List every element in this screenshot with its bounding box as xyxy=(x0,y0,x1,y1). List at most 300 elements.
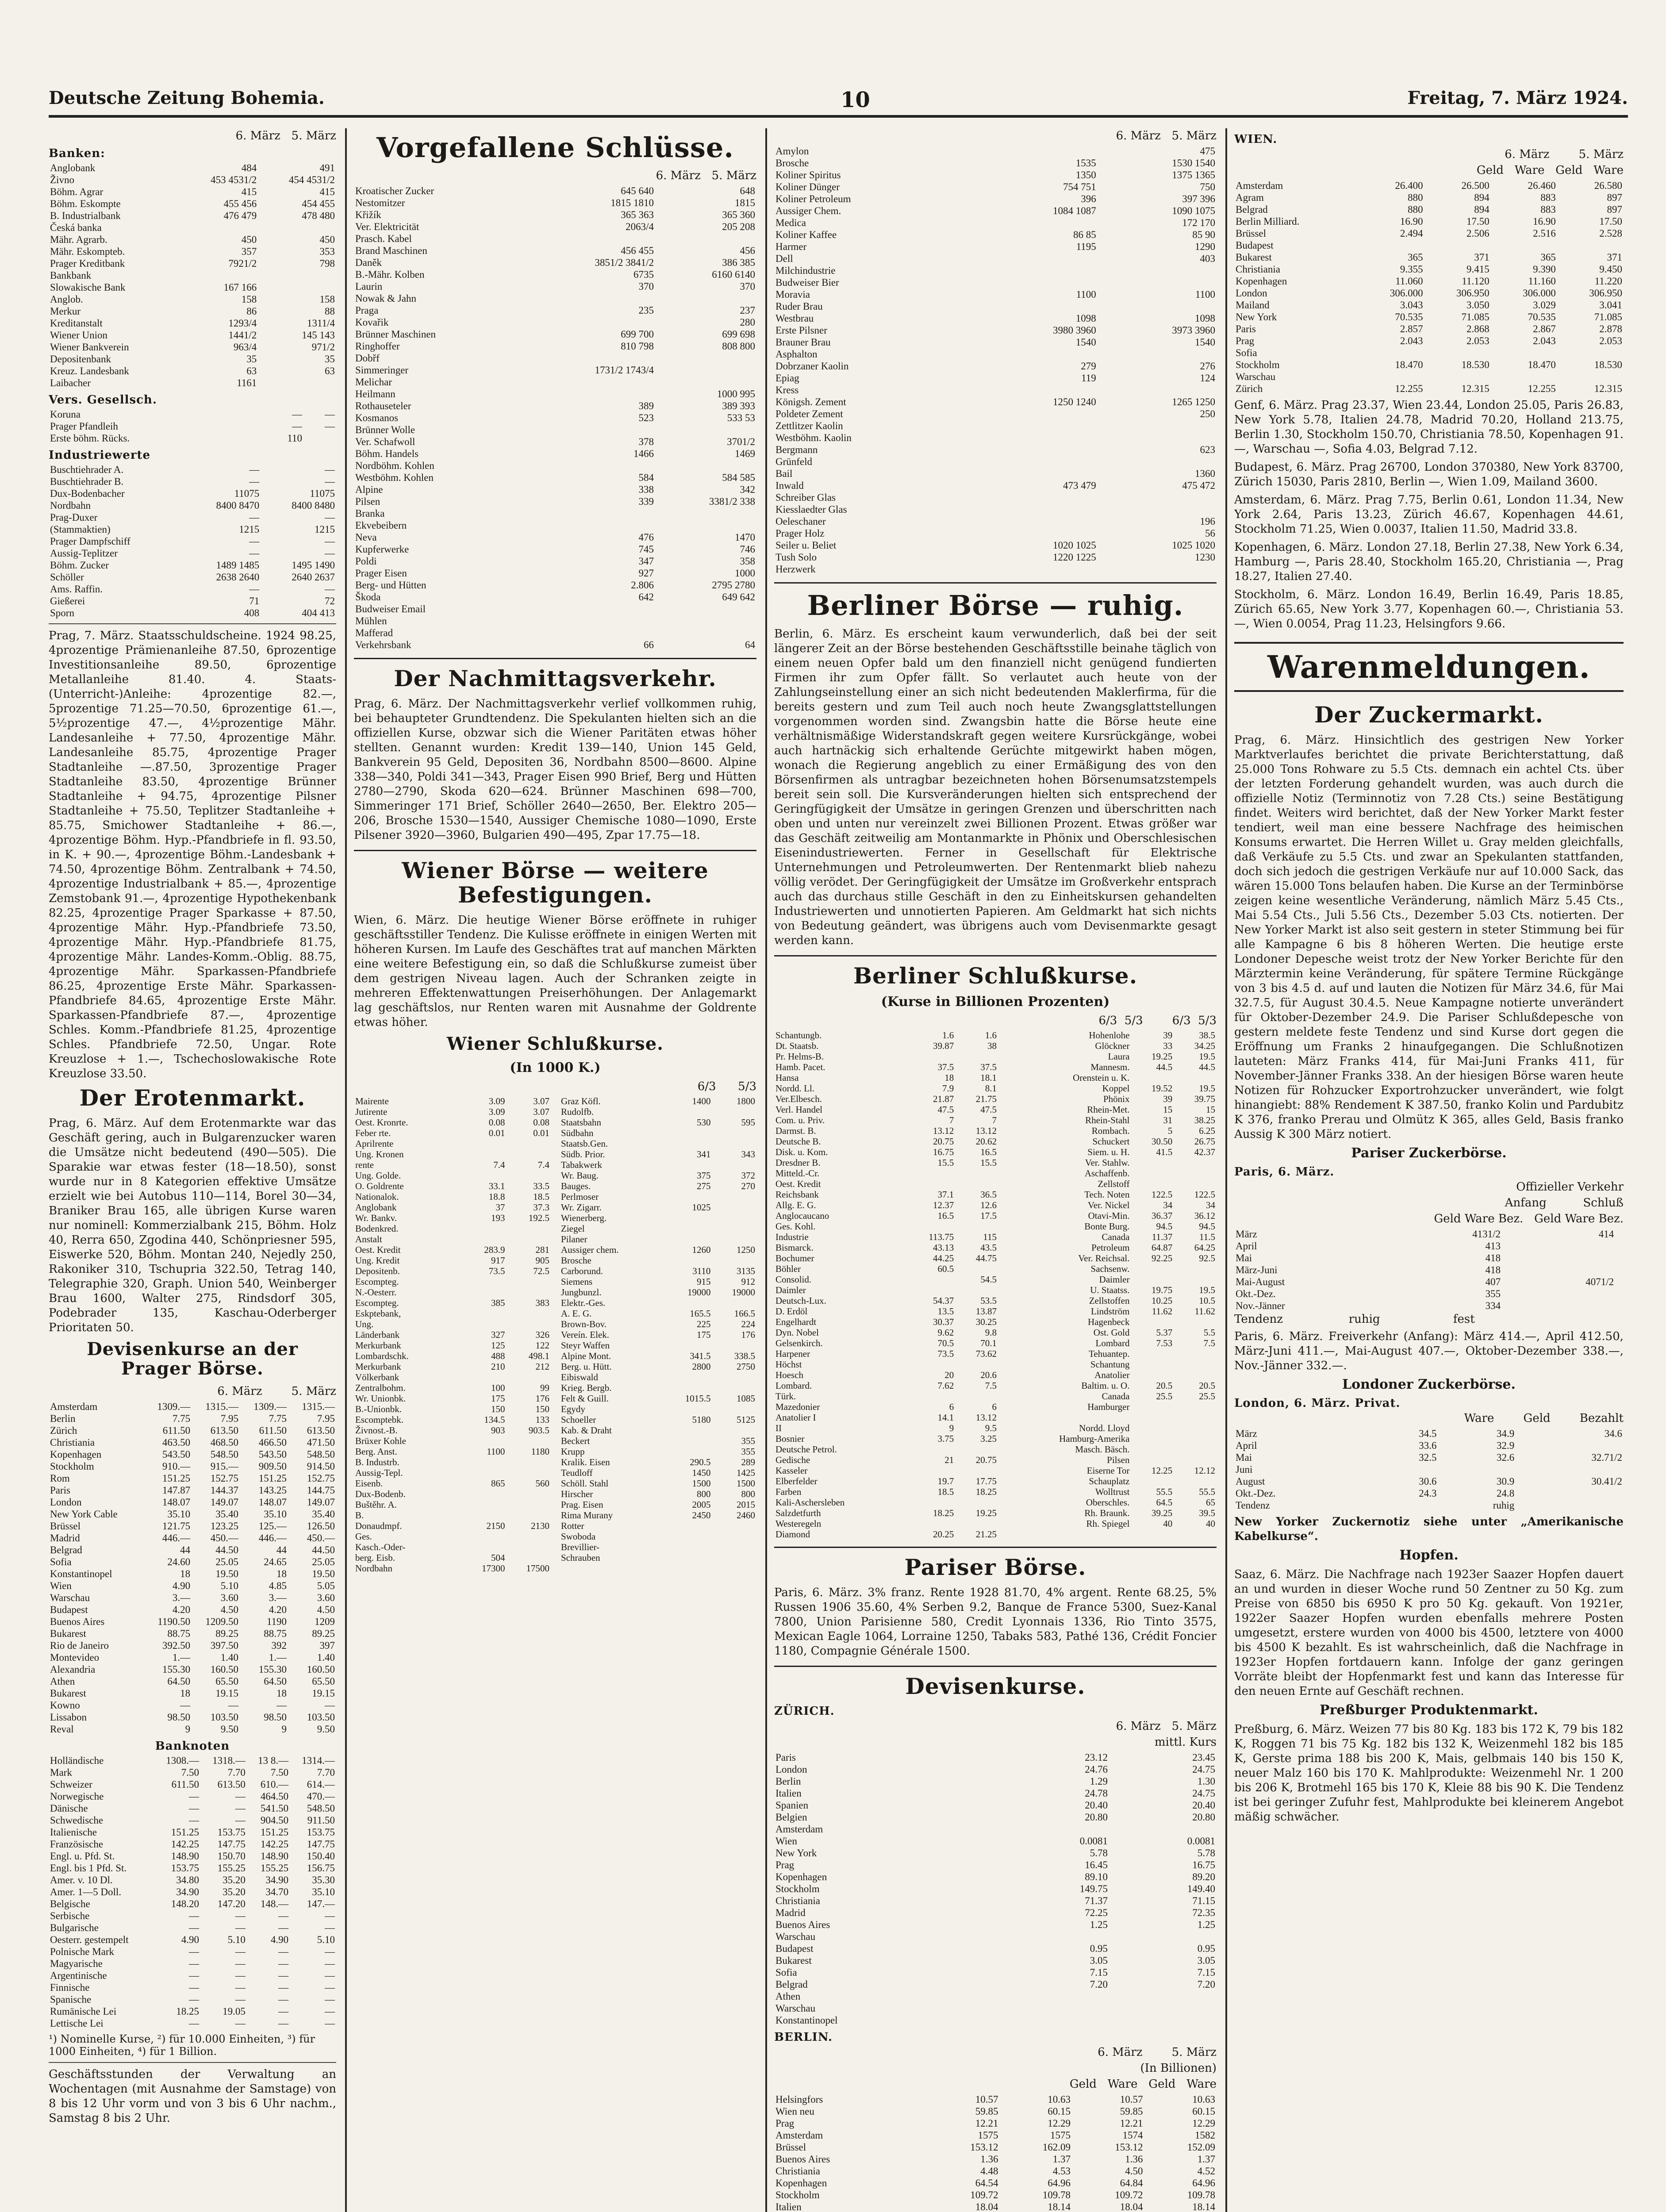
table-row xyxy=(49,1663,336,1675)
row-value: Schantung xyxy=(1090,1359,1130,1370)
row-value: 407 xyxy=(1485,1276,1501,1287)
row-value xyxy=(1502,1240,1510,1252)
table-row xyxy=(774,2189,1217,2201)
row-value: 20.80 xyxy=(1192,1812,1215,1823)
row-value: 18.5 xyxy=(533,1191,549,1202)
row-value: 35.20 xyxy=(223,1886,246,1897)
row-value xyxy=(527,292,655,304)
row-value: 18.5 xyxy=(937,1486,954,1498)
row-label: Stockholm xyxy=(50,1461,94,1472)
row-label: Höchst xyxy=(775,1359,802,1370)
row-label: Nestomitzer xyxy=(355,197,405,209)
table-row xyxy=(49,1767,336,1778)
row-value xyxy=(955,1221,998,1232)
units-note: mittl. Kurs xyxy=(1154,1736,1217,1749)
table-row xyxy=(774,1751,1217,1763)
row-label: Buschtiehrader A. xyxy=(50,464,124,475)
table-row xyxy=(354,1319,551,1329)
table-row xyxy=(49,1850,336,1862)
row-value: 33 xyxy=(1163,1041,1173,1052)
row-value: 3.09 xyxy=(488,1096,505,1107)
row-label: Bodenkred. xyxy=(355,1223,399,1234)
table-row xyxy=(560,1202,756,1213)
row-label: Belgrad xyxy=(775,1979,808,1990)
row-value: — xyxy=(325,1970,335,1981)
row-value: 86 85 xyxy=(1073,229,1096,240)
table-row xyxy=(774,372,1217,384)
row-label: Engl. u. Pfd. St. xyxy=(50,1851,115,1862)
table-row xyxy=(49,1723,336,1735)
table-row xyxy=(774,1179,1217,1189)
row-value: 152.75 xyxy=(307,1473,335,1484)
row-value: 72.35 xyxy=(1192,1907,1215,1919)
row-value: 65.50 xyxy=(312,1676,335,1687)
row-value xyxy=(1174,1423,1217,1433)
row-label: Com. u. Priv. xyxy=(775,1115,825,1126)
row-label: Bosnier xyxy=(775,1433,805,1444)
row-value: 34.70 xyxy=(265,1886,289,1897)
row-value: 224 xyxy=(741,1319,755,1330)
row-value: Ver. Nickel xyxy=(1088,1200,1130,1211)
row-value: 4.90 xyxy=(270,1934,289,1945)
table-row xyxy=(1234,311,1624,323)
row-value xyxy=(655,460,756,472)
row-value: 456 xyxy=(740,245,755,257)
table-row xyxy=(774,2141,1217,2153)
row-label: Konstantinopel xyxy=(775,2015,838,2026)
row-label: Escompteg. xyxy=(355,1276,399,1287)
table-row xyxy=(774,2105,1217,2117)
table-row xyxy=(774,1242,1217,1253)
table-row xyxy=(354,495,756,507)
table-row xyxy=(354,376,756,388)
column-labels: Geld Ware Geld Ware xyxy=(1476,164,1624,177)
row-value: 122.5 xyxy=(1151,1189,1173,1200)
row-value: — xyxy=(189,1958,200,1969)
row-value: Lombard xyxy=(1095,1338,1130,1349)
row-label: Agram xyxy=(1236,192,1264,203)
row-value: 1098 xyxy=(1195,313,1215,324)
row-value xyxy=(655,233,756,245)
row-value: 18.470 xyxy=(1395,359,1423,370)
table-row xyxy=(354,1531,551,1542)
market-label: Paris, 6. März. xyxy=(1234,1165,1335,1179)
row-value: 7.4 xyxy=(537,1160,549,1171)
table-row xyxy=(774,145,1217,157)
row-label: Alpine xyxy=(355,484,383,495)
section-heading: Der Zuckermarkt. xyxy=(1314,702,1543,728)
row-value: 355 xyxy=(741,1436,755,1447)
table-row xyxy=(1234,1428,1624,1440)
table-row xyxy=(354,1361,551,1372)
row-value: 9.390 xyxy=(1533,264,1556,275)
row-value: 175 xyxy=(696,1329,711,1340)
table-row xyxy=(354,1499,551,1510)
row-value: 20.80 xyxy=(1085,1812,1108,1823)
row-value: 289 xyxy=(741,1457,755,1468)
table-row xyxy=(49,1711,336,1723)
row-value: 3.07 xyxy=(533,1106,549,1118)
row-label: Französische xyxy=(50,1839,104,1850)
row-value xyxy=(506,1372,551,1382)
row-value: 454 455 xyxy=(302,198,335,209)
row-label: Bismarck. xyxy=(775,1242,814,1253)
row-value xyxy=(1131,1263,1174,1274)
row-value: Orenstein u. K. xyxy=(1073,1072,1130,1083)
row-value: 3.029 xyxy=(1533,300,1556,311)
row-value xyxy=(1372,1499,1438,1511)
row-value: 543.50 xyxy=(162,1449,191,1460)
row-label: II xyxy=(775,1423,782,1434)
row-label: Wr. Bankv. xyxy=(355,1213,397,1224)
row-value xyxy=(1516,1487,1624,1499)
row-label: D. Erdöl xyxy=(775,1306,808,1317)
row-value: 1190 xyxy=(266,1616,287,1627)
table-row xyxy=(774,265,1217,276)
row-value: 3.041 xyxy=(1599,300,1622,311)
row-value xyxy=(527,233,655,245)
table-row xyxy=(774,1317,1217,1327)
row-label: rente xyxy=(355,1160,374,1171)
section-heading: Devisenkurse. xyxy=(905,1673,1086,1700)
row-value: 865 xyxy=(491,1478,505,1489)
row-value: 56 xyxy=(1205,528,1215,539)
row-value: 64.54 xyxy=(975,2177,998,2189)
row-label: Hirscher xyxy=(561,1489,593,1500)
row-value xyxy=(1174,1072,1217,1083)
row-value: 560 xyxy=(535,1478,549,1489)
row-value: 9.50 xyxy=(317,1724,335,1735)
table-row xyxy=(774,1919,1217,1931)
table-row xyxy=(49,1778,336,1790)
row-value: 7.95 xyxy=(317,1413,335,1424)
row-value: 453 4531/2 xyxy=(211,174,257,185)
row-label: Donaudmpf. xyxy=(355,1521,402,1532)
row-value: 12.6 xyxy=(980,1200,997,1211)
table-row xyxy=(354,1255,551,1266)
row-value: 152.09 xyxy=(1187,2142,1215,2153)
row-label: Anatolier I xyxy=(775,1412,816,1423)
row-value: 16.90 xyxy=(1533,216,1556,227)
row-value: 32.71/2 xyxy=(1591,1452,1622,1463)
row-value: 3135 xyxy=(737,1266,755,1277)
row-value: 7.4 xyxy=(493,1160,505,1171)
row-value: 7.50 xyxy=(270,1767,289,1778)
row-value xyxy=(1615,1228,1624,1240)
row-value: 35.10 xyxy=(312,1886,335,1897)
row-value xyxy=(1174,1168,1217,1179)
row-value xyxy=(1131,1423,1174,1433)
row-value xyxy=(664,1436,712,1446)
row-value: 370 xyxy=(740,281,755,292)
row-value xyxy=(1174,1433,1217,1444)
market-label: ZÜRICH. xyxy=(774,1705,835,1718)
row-label: Italien xyxy=(775,2201,802,2212)
row-label: Amsterdam xyxy=(775,1824,823,1835)
table-row xyxy=(774,1104,1217,1115)
table-row xyxy=(49,595,336,607)
row-label: Darmst. B. xyxy=(775,1125,816,1137)
row-value xyxy=(527,424,655,436)
row-value xyxy=(655,519,756,531)
row-value xyxy=(1174,1179,1217,1189)
table-row xyxy=(49,464,336,476)
row-value: 306.950 xyxy=(1456,288,1489,299)
subsection-title: Banknoten xyxy=(155,1740,230,1753)
row-value: 151.25 xyxy=(162,1473,191,1484)
row-value: 70.535 xyxy=(1395,311,1423,323)
units-note: (In 1000 K.) xyxy=(510,1060,601,1076)
table-row xyxy=(774,1529,1217,1540)
row-label: Feber rte. xyxy=(355,1128,391,1139)
table-row xyxy=(49,281,336,293)
row-value: — xyxy=(249,536,260,547)
row-value xyxy=(1510,1252,1519,1264)
row-label: Buenos Aires xyxy=(50,1616,105,1627)
row-value: 4.50 xyxy=(317,1604,335,1615)
row-value: 347 xyxy=(638,556,654,567)
table-row xyxy=(774,1859,1217,1871)
row-value: 414 xyxy=(1598,1229,1614,1240)
table-row xyxy=(354,1191,551,1202)
table-row xyxy=(49,511,336,523)
row-value: 19.5 xyxy=(1199,1051,1215,1062)
table-row xyxy=(560,1552,756,1563)
row-value: 2750 xyxy=(737,1361,755,1372)
row-label: Pr. Helms-B. xyxy=(775,1051,824,1062)
row-value: 24.76 xyxy=(1085,1764,1108,1775)
table-row xyxy=(774,1966,1217,1978)
table-row xyxy=(774,1486,1217,1497)
table-row xyxy=(1234,1264,1624,1276)
table-row xyxy=(774,1402,1217,1412)
row-value: 9 xyxy=(281,1724,287,1735)
row-value xyxy=(1174,1444,1217,1455)
row-value xyxy=(664,1191,712,1202)
column-2 xyxy=(354,128,756,2212)
row-value: 153.75 xyxy=(171,1863,200,1874)
row-value xyxy=(1397,1240,1405,1252)
row-label: Schantungb. xyxy=(775,1030,822,1041)
row-label: Stockholm xyxy=(775,2189,820,2201)
row-label: Schweizer xyxy=(50,1779,92,1790)
row-value: 0.0081 xyxy=(1079,1836,1108,1847)
row-value xyxy=(258,222,336,234)
row-value: 2.043 xyxy=(1400,335,1423,346)
row-label: Neva xyxy=(355,532,377,543)
table-row xyxy=(354,1521,551,1531)
row-value: 339 xyxy=(638,496,654,507)
row-label: Stockholm xyxy=(1236,359,1280,370)
row-label: Kopenhagen xyxy=(775,1871,827,1883)
table-row xyxy=(774,1423,1217,1433)
row-value: 26.500 xyxy=(1461,180,1489,191)
row-value xyxy=(506,1552,551,1563)
row-value: 33.6 xyxy=(1419,1440,1437,1451)
row-value: 192.5 xyxy=(528,1213,549,1224)
row-value: 475 xyxy=(1200,146,1215,157)
row-value: 152.75 xyxy=(210,1473,239,1484)
row-value: 611.50 xyxy=(171,1779,200,1790)
row-label: Bulgarische xyxy=(50,1922,99,1933)
row-value xyxy=(712,1106,756,1117)
row-value: 530 xyxy=(696,1117,711,1128)
row-value: 34.5 xyxy=(1419,1428,1437,1439)
table-row xyxy=(1234,383,1624,395)
row-value: 4.90 xyxy=(172,1580,191,1591)
row-value xyxy=(712,1372,756,1382)
row-value xyxy=(664,1531,712,1542)
row-value xyxy=(955,1518,998,1529)
column-4 xyxy=(1234,128,1624,2212)
divider xyxy=(774,955,1217,956)
row-value: 1100 xyxy=(1195,289,1215,300)
row-value: 18 xyxy=(180,1568,191,1579)
row-value: 12.21 xyxy=(975,2118,998,2129)
row-value: 1.— xyxy=(269,1652,287,1663)
row-value: 365 360 xyxy=(722,209,755,221)
row-label: Türk. xyxy=(775,1391,796,1402)
row-label: Oest. Kredit xyxy=(355,1244,401,1256)
table-row xyxy=(49,1544,336,1556)
table-row xyxy=(774,1210,1217,1221)
table-row xyxy=(774,157,1217,169)
date-header: 6/3 5/3 6/3 5/3 xyxy=(1098,1014,1217,1028)
table-row xyxy=(560,1308,756,1319)
table-row xyxy=(774,1955,1217,1966)
office-hours-notice: Geschäftsstunden der Verwaltung an Wochentagen (mit Ausnahme der Samstage) von 8 bis 12 Uhr vorm und von 3 bis 6 Uhr nachm., Samstag 8 bis 2 Uhr. xyxy=(49,2068,336,2125)
row-value: 403 xyxy=(1200,253,1215,264)
row-label: Mafferad xyxy=(355,627,393,639)
row-value xyxy=(458,1287,507,1298)
row-value xyxy=(458,1223,507,1234)
row-value: — xyxy=(325,1958,335,1969)
table-row xyxy=(774,1380,1217,1391)
table-row xyxy=(774,539,1217,551)
row-label: Buštěhr. A. xyxy=(355,1499,397,1510)
row-value: 149.75 xyxy=(1079,1883,1108,1895)
row-value xyxy=(506,1138,551,1149)
row-label: Depositenbank xyxy=(50,353,111,365)
row-value: 1085 xyxy=(737,1393,755,1404)
row-value: 392.50 xyxy=(162,1640,191,1651)
row-value: 897 xyxy=(1607,204,1622,215)
divider xyxy=(354,850,756,851)
row-value: 1084 1087 xyxy=(1053,205,1096,216)
table-row xyxy=(560,1276,756,1287)
row-value: 355 xyxy=(741,1446,755,1457)
row-value: 40 xyxy=(1163,1518,1173,1529)
table-row xyxy=(774,444,1217,456)
table-row xyxy=(49,1910,336,1922)
row-value: 33.5 xyxy=(533,1181,549,1192)
row-label: Bukarest xyxy=(1236,252,1272,263)
row-value: — xyxy=(278,2018,289,2029)
row-value xyxy=(1397,1300,1405,1312)
table-row xyxy=(354,257,756,269)
table-row xyxy=(774,1799,1217,1811)
row-value: 12.255 xyxy=(1528,383,1556,394)
divider xyxy=(774,1666,1217,1667)
row-label: Südb. Prior. xyxy=(561,1149,605,1160)
table-row xyxy=(354,1244,551,1255)
table-row xyxy=(49,1484,336,1496)
row-value: — xyxy=(189,1982,200,1993)
row-value: 88.75 xyxy=(264,1628,287,1639)
row-value xyxy=(1424,239,1491,251)
row-value: 613.50 xyxy=(217,1779,246,1790)
row-label: Amsterdam xyxy=(50,1401,98,1412)
row-label: Koliner Petroleum xyxy=(775,193,851,204)
row-value: 64.5 xyxy=(1156,1497,1173,1508)
table-row xyxy=(774,396,1217,408)
row-value: 3973 3960 xyxy=(1172,325,1215,336)
row-label: Wiener Bankverein xyxy=(50,342,129,353)
row-value xyxy=(1615,1276,1624,1288)
table-row xyxy=(354,567,756,579)
row-value: Koppel xyxy=(1102,1083,1130,1094)
table-row xyxy=(354,185,756,197)
row-label: Sofia xyxy=(50,1556,72,1567)
row-label: Lissabon xyxy=(50,1712,87,1723)
row-value: — xyxy=(278,1982,289,1993)
units-note: (In Billionen) xyxy=(1140,2062,1217,2075)
row-value: 7.20 xyxy=(1090,1979,1108,1990)
row-label: August xyxy=(1236,1476,1265,1487)
row-value: — xyxy=(325,1946,335,1957)
row-value: 1731/2 1743/4 xyxy=(595,365,654,376)
row-value xyxy=(1491,239,1557,251)
row-label: Böhm. Handels xyxy=(355,448,419,460)
row-value: 19000 xyxy=(732,1287,755,1298)
table-row xyxy=(774,1391,1217,1402)
date-header: 6. März 5. März xyxy=(235,129,336,142)
row-value: 1.25 xyxy=(1090,1919,1108,1931)
row-value: 1293/4 xyxy=(228,318,257,329)
row-value: 153.75 xyxy=(217,1827,246,1838)
row-value: 375 xyxy=(696,1170,711,1181)
row-value: 39.25 xyxy=(1151,1508,1173,1519)
table-row xyxy=(774,1823,1217,1835)
row-value: 18.530 xyxy=(1594,359,1622,370)
row-value: 699 698 xyxy=(722,329,755,340)
row-value: 34 xyxy=(1163,1200,1173,1211)
row-label: Sofia xyxy=(1236,347,1257,358)
table-row xyxy=(774,1787,1217,1799)
row-value: Mannesm. xyxy=(1090,1062,1130,1073)
row-label: Warschau xyxy=(775,2003,816,2014)
row-value xyxy=(979,348,1098,360)
row-label: Christiania xyxy=(775,2166,820,2177)
row-label: Konstantinopel xyxy=(50,1568,112,1579)
row-value xyxy=(955,1465,998,1476)
row-label: Epiag xyxy=(775,373,799,384)
row-value: 34 xyxy=(1206,1200,1215,1211)
table-row xyxy=(774,205,1217,217)
row-label: Mailand xyxy=(1236,300,1270,311)
row-value xyxy=(506,1542,551,1552)
row-value: 35.40 xyxy=(312,1509,335,1520)
row-label: Heilmann xyxy=(355,388,395,400)
row-value: 147.75 xyxy=(307,1839,335,1850)
row-value: 149.07 xyxy=(210,1497,239,1508)
row-label: Belgrad xyxy=(1236,204,1268,215)
row-value: 541.50 xyxy=(260,1803,289,1814)
section-heading: Berliner Schlußkurse. xyxy=(853,963,1138,989)
table-row xyxy=(774,1306,1217,1317)
table-row xyxy=(774,1136,1217,1147)
row-value: 370 xyxy=(638,281,654,292)
